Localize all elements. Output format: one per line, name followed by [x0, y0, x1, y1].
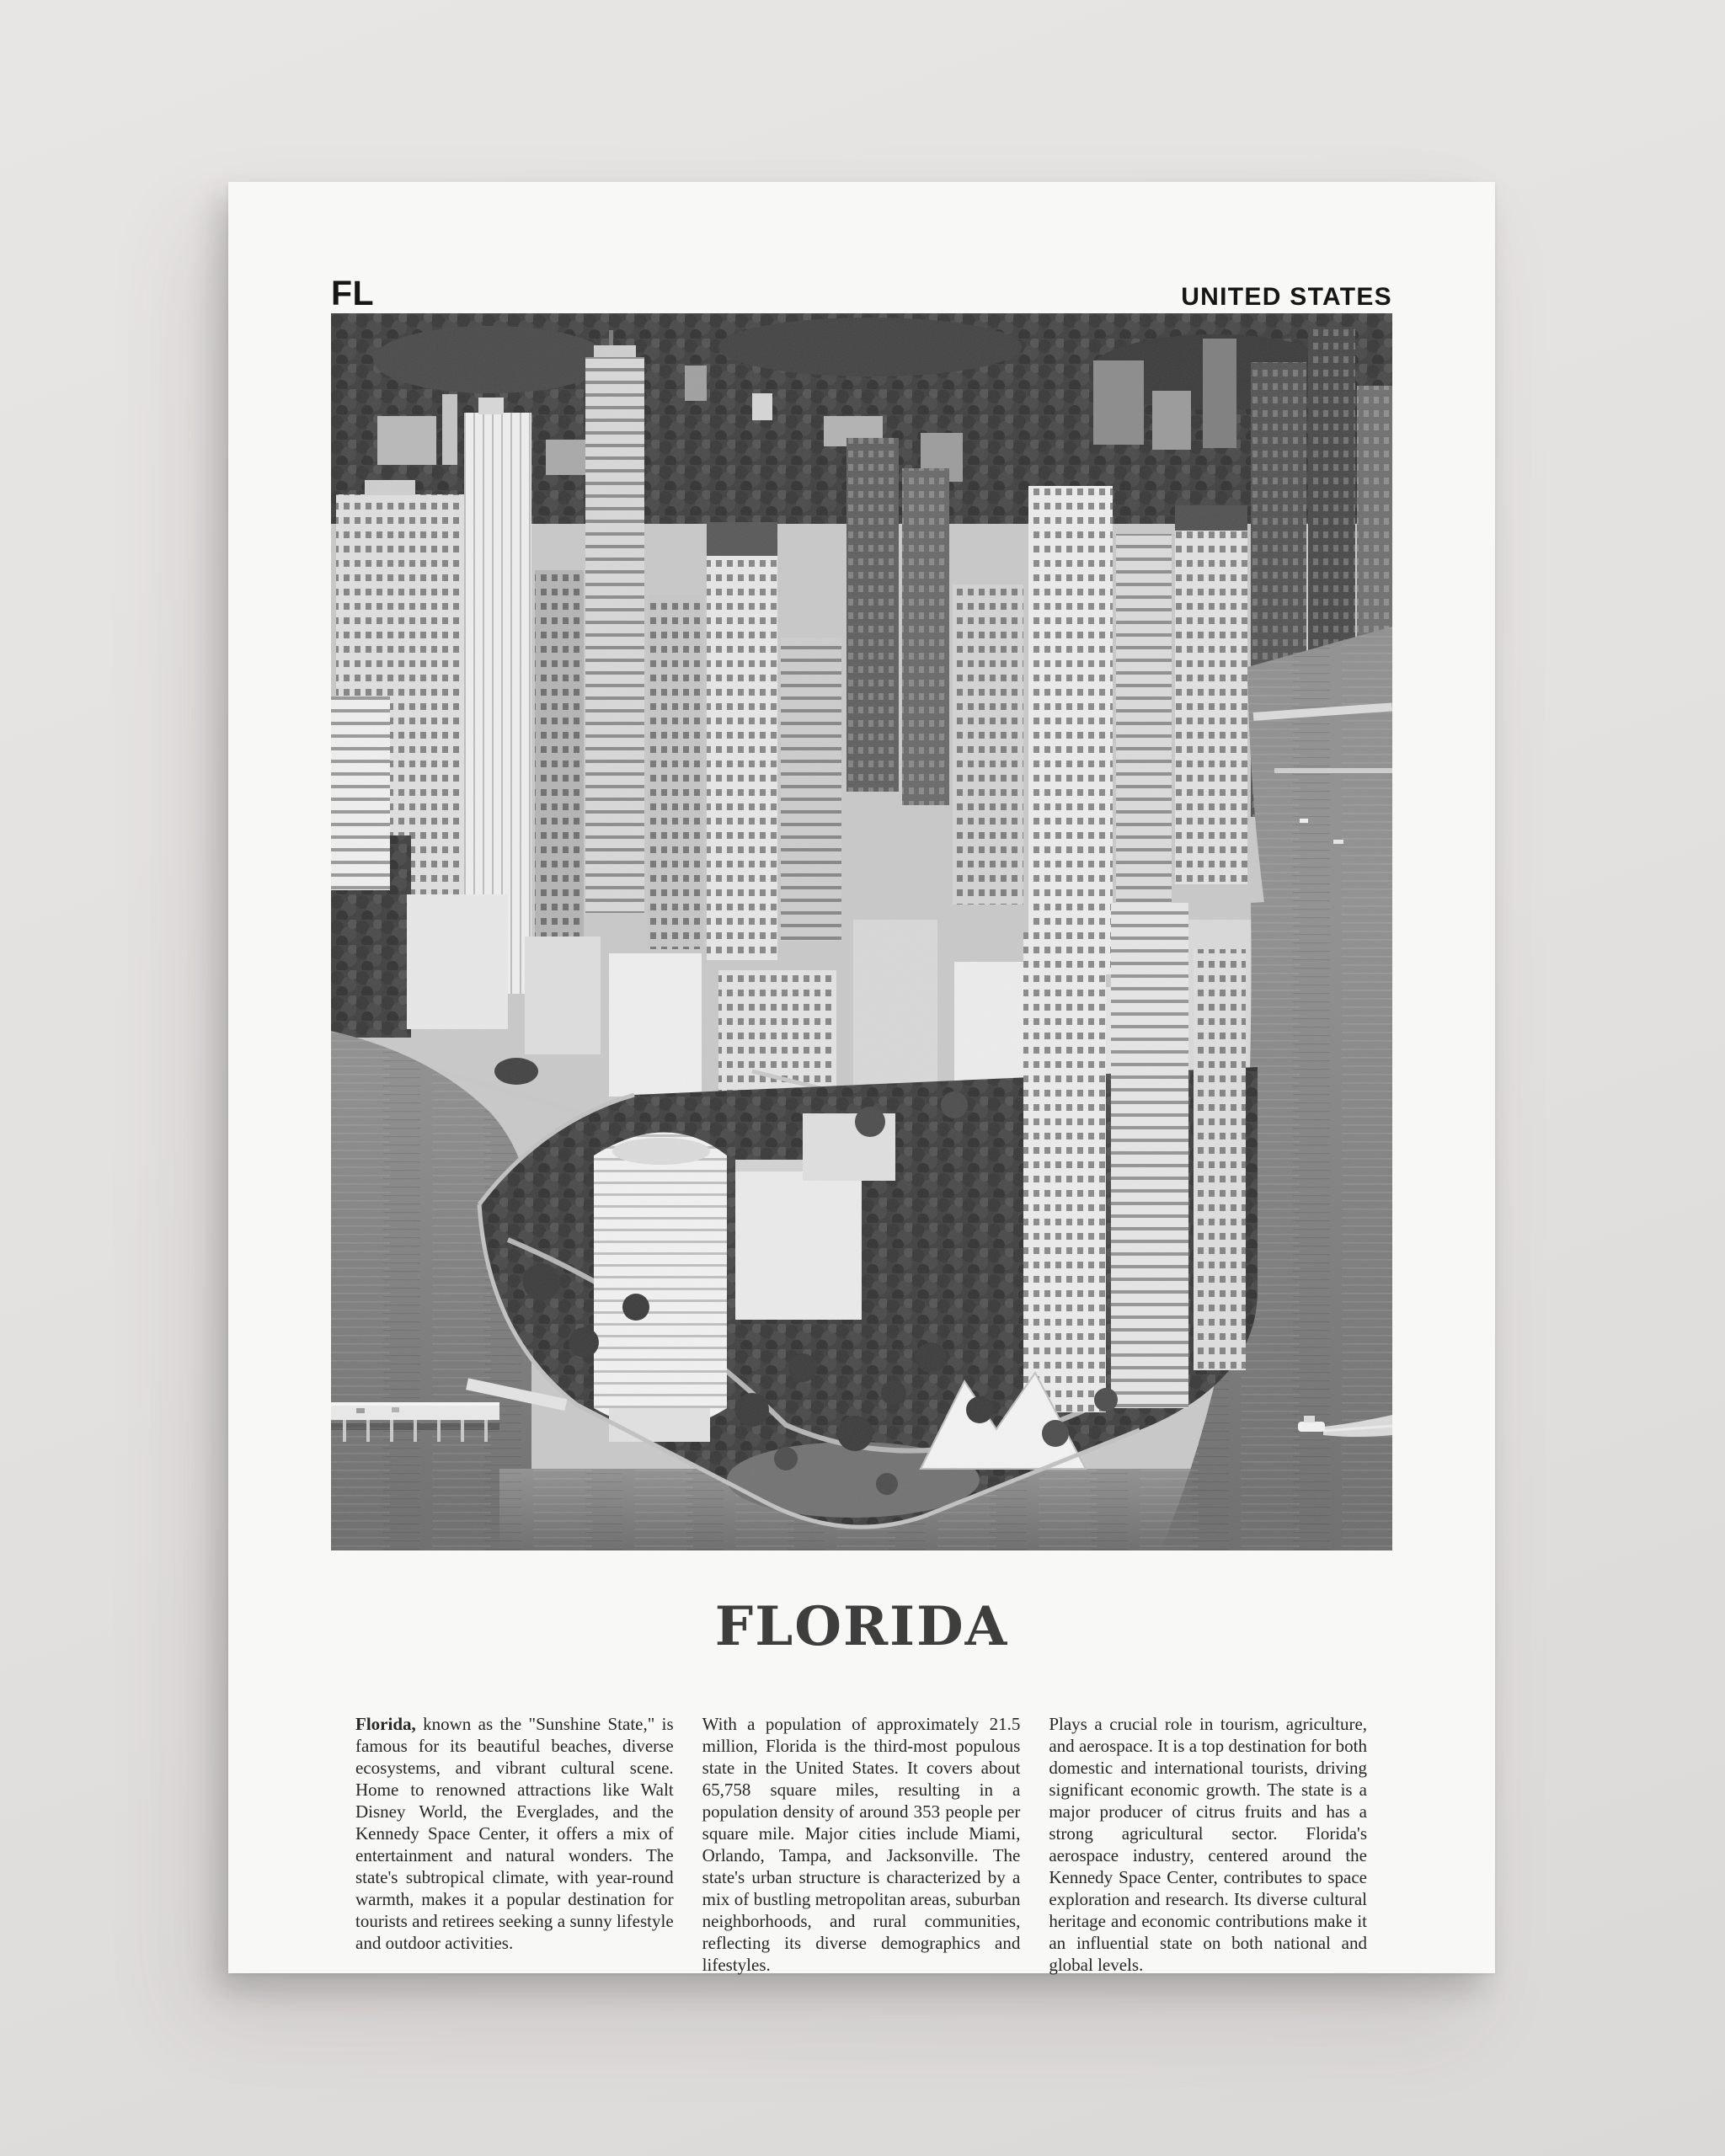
poster-title: FLORIDA: [714, 1595, 1009, 1658]
body-column-text: With a population of approximately 21.5 million, Florida is the third-most populous state in the United States. It covers about 65,758 square miles, resulting in a population density of around 353 people per square mile. Major cities include Miami, Orlando, Tampa, and Jacksonville. The state's urban structure is characterized by a mix of bustling metropolitan areas, suburban neighborhoods, and rural communities, reflecting its diverse demographics and lifestyles.: [702, 1714, 1021, 1975]
miami-aerial-photo: [331, 313, 1392, 1550]
body-column-3: [1049, 1713, 1367, 1976]
poster-header: [331, 182, 1392, 313]
body-column-lead: Florida,: [355, 1714, 416, 1734]
body-column-1: [355, 1713, 674, 1976]
body-columns: [355, 1713, 1367, 1976]
body-column-text: Plays a crucial role in tourism, agriculture, and aerospace. It is a top destination for both domestic and international tourists, driving significant economic growth. The state is a major producer of citrus fruits and has a strong agricultural sector. Florida's aerospace industry, centered around the Kennedy Space Center, contributes to space exploration and research. Its diverse cultural heritage and economic contributions make it an influential state on both national and global levels.: [1049, 1714, 1368, 1975]
country-label: UNITED STATES: [1181, 283, 1392, 311]
state-code-label: FL: [331, 274, 375, 313]
body-column-2: [702, 1713, 1021, 1976]
poster: [228, 182, 1495, 1973]
body-column-text: known as the "Sunshine State," is famous for its beautiful beaches, diverse ecosystems, and vibrant cultural scene. Home to renowned attractions like Walt Disney World, the Everglades, and the Kennedy Space Center, it offers a mix of entertainment and natural wonders. The state's subtropical climate, with year-round warmth, makes it a popular destination for tourists and retirees seeking a sunny lifestyle and outdoor activities.: [355, 1714, 674, 1953]
